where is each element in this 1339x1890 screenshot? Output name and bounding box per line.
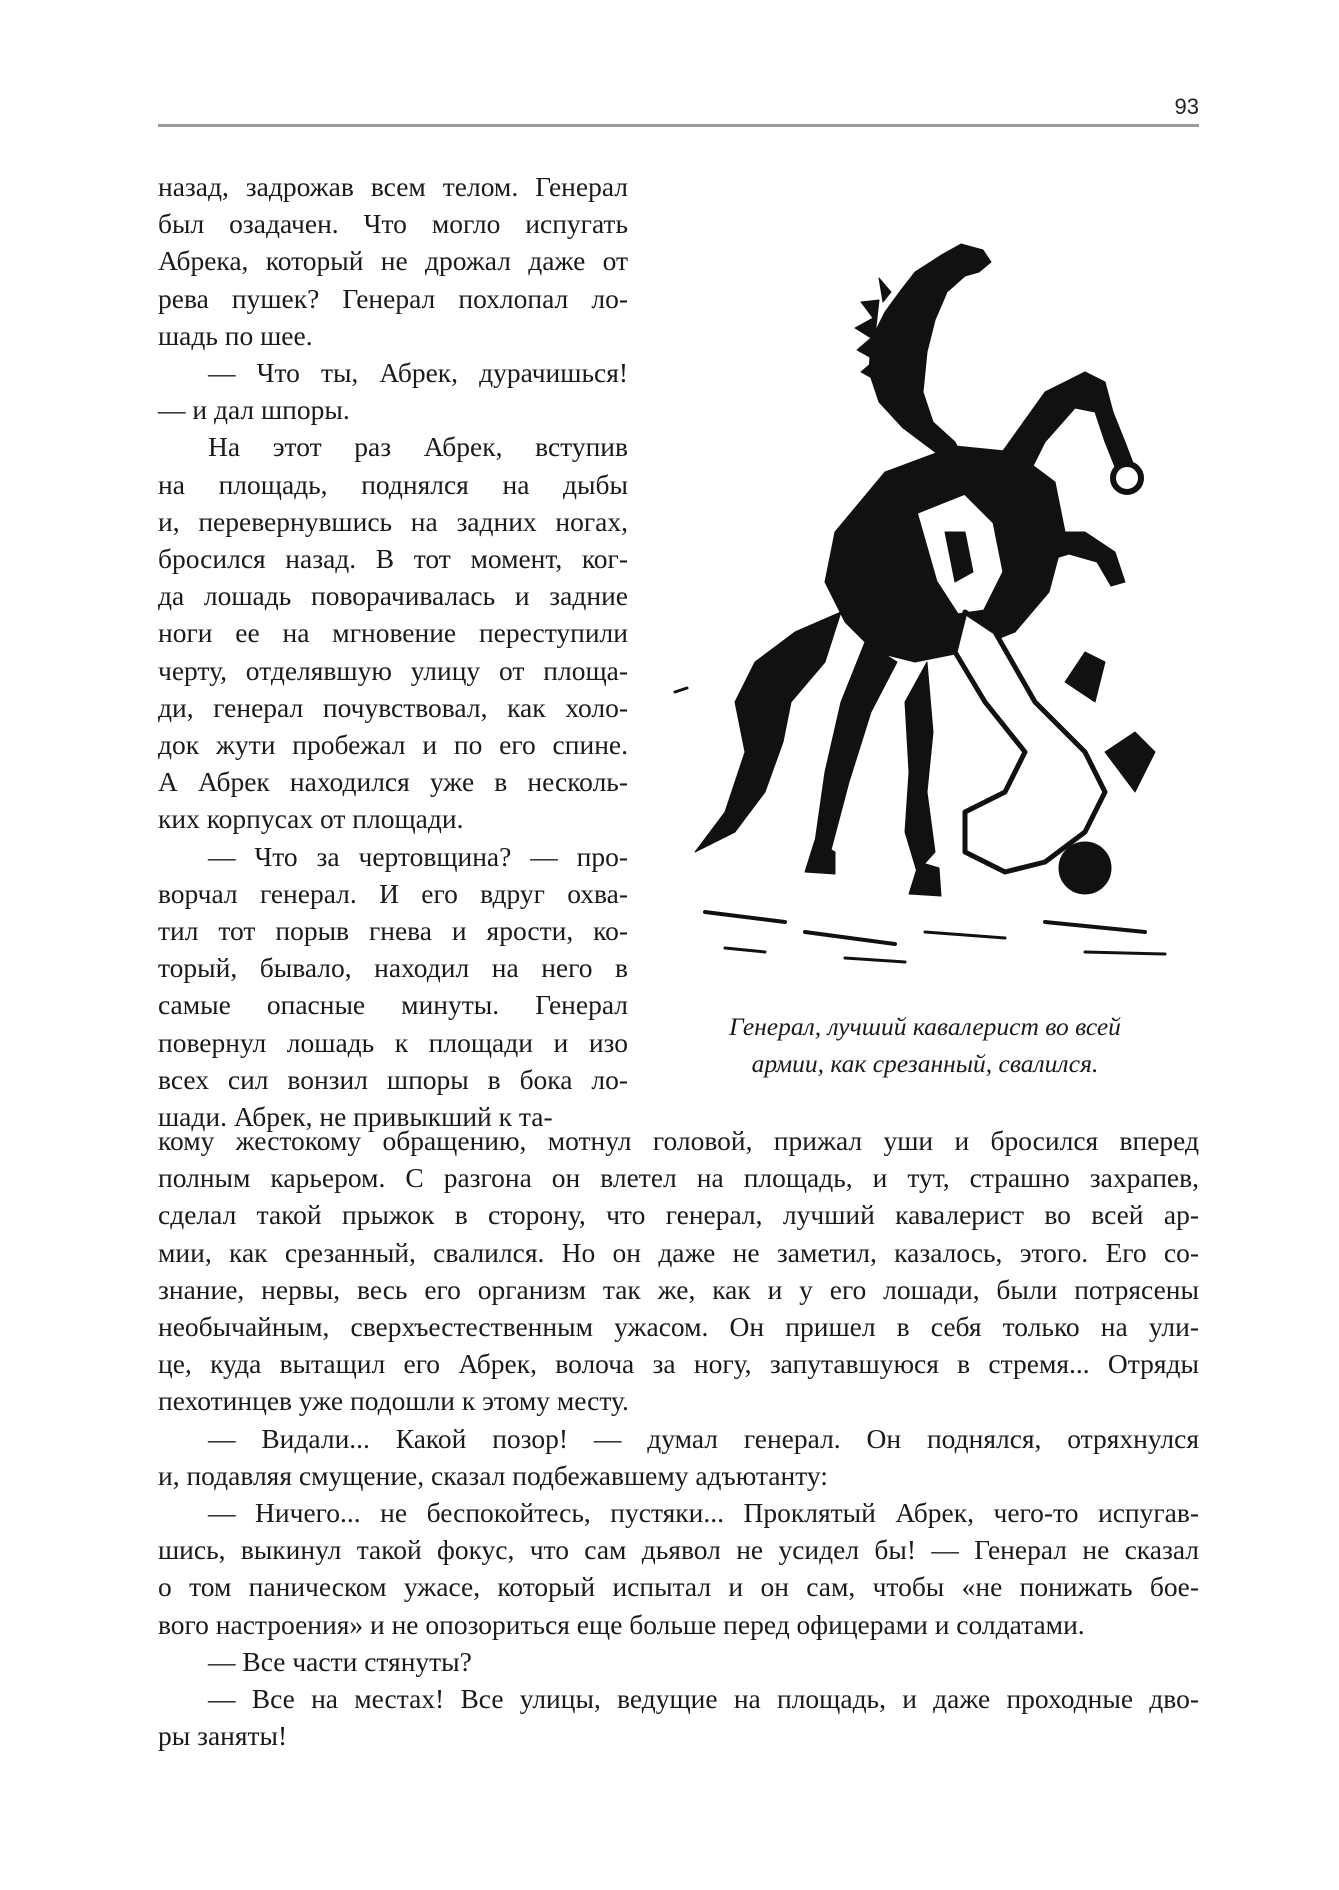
text-line: мии, как срезанный, свалился. Но он даже не заметил, казалось, этого. Его со- [158,1236,1199,1268]
text-line: на площадь, поднялся на дыбы [158,468,628,500]
text-line: вого настроения» и не опозориться еще больше перед офицерами и солдатами. [158,1608,1085,1640]
text-line: черту, отделявшую улицу от площа- [158,654,628,686]
paragraph [158,1643,1199,1680]
text-line: шади. Абрек, не привыкший к та- [158,1101,553,1133]
text-line: знание, нервы, весь его организм так же, как и у его лошади, были потрясены [158,1273,1199,1305]
paragraph [158,428,628,837]
text-line: и, подавляя смущение, сказал подбежавшему адъютанту: [158,1459,828,1491]
paragraph [158,1122,1199,1420]
text-line: — Видали... Какой позор! — думал генерал. Он поднялся, отряхнулся [208,1422,1199,1454]
text-line: бросился назад. В тот момент, ког- [158,543,628,575]
text-line: А Абрек находился уже в несколь- [158,766,628,798]
text-line: док жути пробежал и по его спине. [158,729,628,761]
text-line: — Все части стянуты? [208,1645,472,1677]
text-line: — Ничего... не беспокойтесь, пустяки... Проклятый Абрек, чего-то испугав- [208,1497,1199,1529]
page-number: 93 [1174,94,1199,119]
text-line: необычайным, сверхъестественным ужасом. Он пришел в себя только на ули- [158,1311,1199,1343]
text-line: полным карьером. С разгона он влетел на площадь, и тут, страшно захрапев, [158,1162,1199,1194]
text-line: шадь по шее. [158,319,313,351]
text-line: кому жестокому обращению, мотнул головой, прижал уши и бросился вперед [158,1125,1199,1156]
text-line: да лошадь поворачивалась и задние [158,580,628,612]
text-line: — и дал шпоры. [158,394,350,426]
text-line: ди, генерал почувствовал, как холо- [158,691,628,723]
text-line: всех сил вонзил шпоры в бока ло- [158,1063,628,1095]
text-line: назад, задрожав всем телом. Генерал [158,171,628,202]
text-line: ких корпусах от площади. [158,803,464,835]
text-line: — Все на местах! Все улицы, ведущие на площадь, и даже проходные дво- [208,1683,1199,1715]
paragraph [158,168,628,354]
text-line: ноги ее на мгновение переступили [158,617,628,649]
caption-line: армии, как срезанный, свалился. [751,1049,1099,1078]
paragraph [158,1494,1199,1643]
text-line: ворчал генерал. И его вдруг охва- [158,877,628,909]
text-line: пехотинцев уже подошли к этому месту. [158,1385,629,1417]
caption-line: Генерал, лучший кавалерист во всей [729,1012,1121,1041]
text-line: — Что ты, Абрек, дурачишься! [208,357,628,389]
full-width-text [158,1122,1199,1754]
text-line: На этот раз Абрек, вступив [208,431,628,463]
text-line: — Что за чертовщина? — про- [208,840,628,872]
paragraph [158,1420,1199,1494]
paragraph [158,838,628,1136]
text-line: и, перевернувшись на задних ногах, [158,505,628,537]
text-line: рева пушек? Генерал похлопал ло- [158,282,628,314]
rearing-horse-fallen-rider-illustration [665,232,1185,992]
text-line: самые опасные минуты. Генерал [158,989,628,1021]
illustration-caption [665,1008,1185,1082]
paragraph [158,354,628,428]
text-line: тил тот порыв гнева и ярости, ко- [158,915,628,947]
text-line: о том паническом ужасе, который испытал и он сам, чтобы «не понижать боe- [158,1571,1199,1603]
header-rule [158,124,1199,127]
text-line: сделал такой прыжок в сторону, что генерал, лучший кавалерист во всей ар- [158,1199,1199,1231]
text-line: повернул лошадь к площади и изо [158,1026,628,1058]
text-line: торый, бывало, находил на него в [158,952,628,984]
text-line: шись, выкинул такой фокус, что сам дьявол не усидел бы! — Генерал не сказал [158,1534,1199,1566]
text-line: ры заняты! [158,1720,288,1752]
text-line: был озадачен. Что могло испугать [158,208,628,240]
text-line: це, куда вытащил его Абрек, волоча за ногу, запутавшуюся в стремя... Отряды [158,1348,1199,1380]
paragraph [158,1680,1199,1754]
left-column-text [158,168,628,1135]
text-line: Абрека, который не дрожал даже от [158,245,628,277]
